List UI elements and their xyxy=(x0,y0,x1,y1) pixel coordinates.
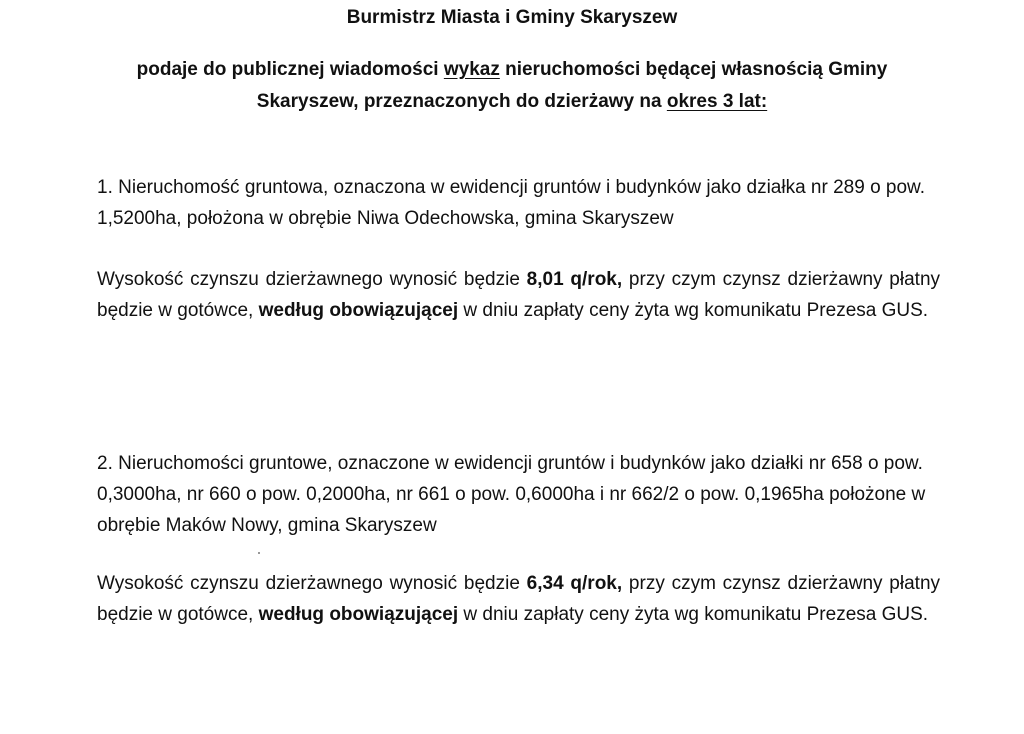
property-2-rent-end: w dniu zapłaty ceny żyta wg komunikatu Prezesa GUS. xyxy=(458,604,929,625)
property-1-rent-amount: 8,01 q/rok, xyxy=(526,269,623,290)
property-1-rent-start: Wysokość czynszu dzierżawnego wynosić będzie xyxy=(97,269,527,290)
announcement-line-2-start: Skaryszew, przeznaczonych do dzierżawy na xyxy=(256,91,667,112)
announcement-line-2 xyxy=(0,86,1024,118)
property-2-description: 2. Nieruchomości gruntowe, oznaczone w ewidencji gruntów i budynków jako działki nr 658 o pow. 0,3000ha, nr 660 o pow. 0,2000ha, nr 661 o pow. 0,6000ha i nr 662/2 o pow. 0,1965ha położone w obrębie Maków Nowy, gmina Skaryszew xyxy=(97,453,926,536)
property-1-rent-end: w dniu zapłaty ceny żyta wg komunikatu Prezesa GUS. xyxy=(458,300,929,321)
property-1-description: 1. Nieruchomość gruntowa, oznaczona w ewidencji gruntów i budynków jako działka nr 289 o pow. 1,5200ha, położona w obrębie Niwa Odechowska, gmina Skaryszew xyxy=(97,177,926,229)
property-2-rent-start: Wysokość czynszu dzierżawnego wynosić będzie xyxy=(97,573,527,594)
property-2-rent-basis: według obowiązującej xyxy=(258,604,459,625)
announcement-line-1 xyxy=(0,54,1024,86)
property-1-rent-basis: według obowiązującej xyxy=(258,300,459,321)
wykaz-underlined: wykaz xyxy=(443,59,500,80)
property-1-rent-middle: przy czym czynsz dzierżawny płatny będzie w gotówce, xyxy=(97,269,941,321)
property-2-rent xyxy=(97,568,940,630)
document-title: Burmistrz Miasta i Gminy Skaryszew xyxy=(346,7,678,28)
property-1-rent xyxy=(97,264,940,326)
announcement-line-1-end: nieruchomości będącej własnością Gminy xyxy=(499,59,888,80)
property-2-rent-middle: przy czym czynsz dzierżawny płatny będzie w gotówce, xyxy=(97,573,941,625)
scan-speck xyxy=(258,552,260,554)
announcement-line-1-start: podaje do publicznej wiadomości xyxy=(136,59,444,80)
property-2-rent-amount: 6,34 q/rok, xyxy=(526,573,623,594)
lease-period-underlined: okres 3 lat: xyxy=(666,91,768,112)
